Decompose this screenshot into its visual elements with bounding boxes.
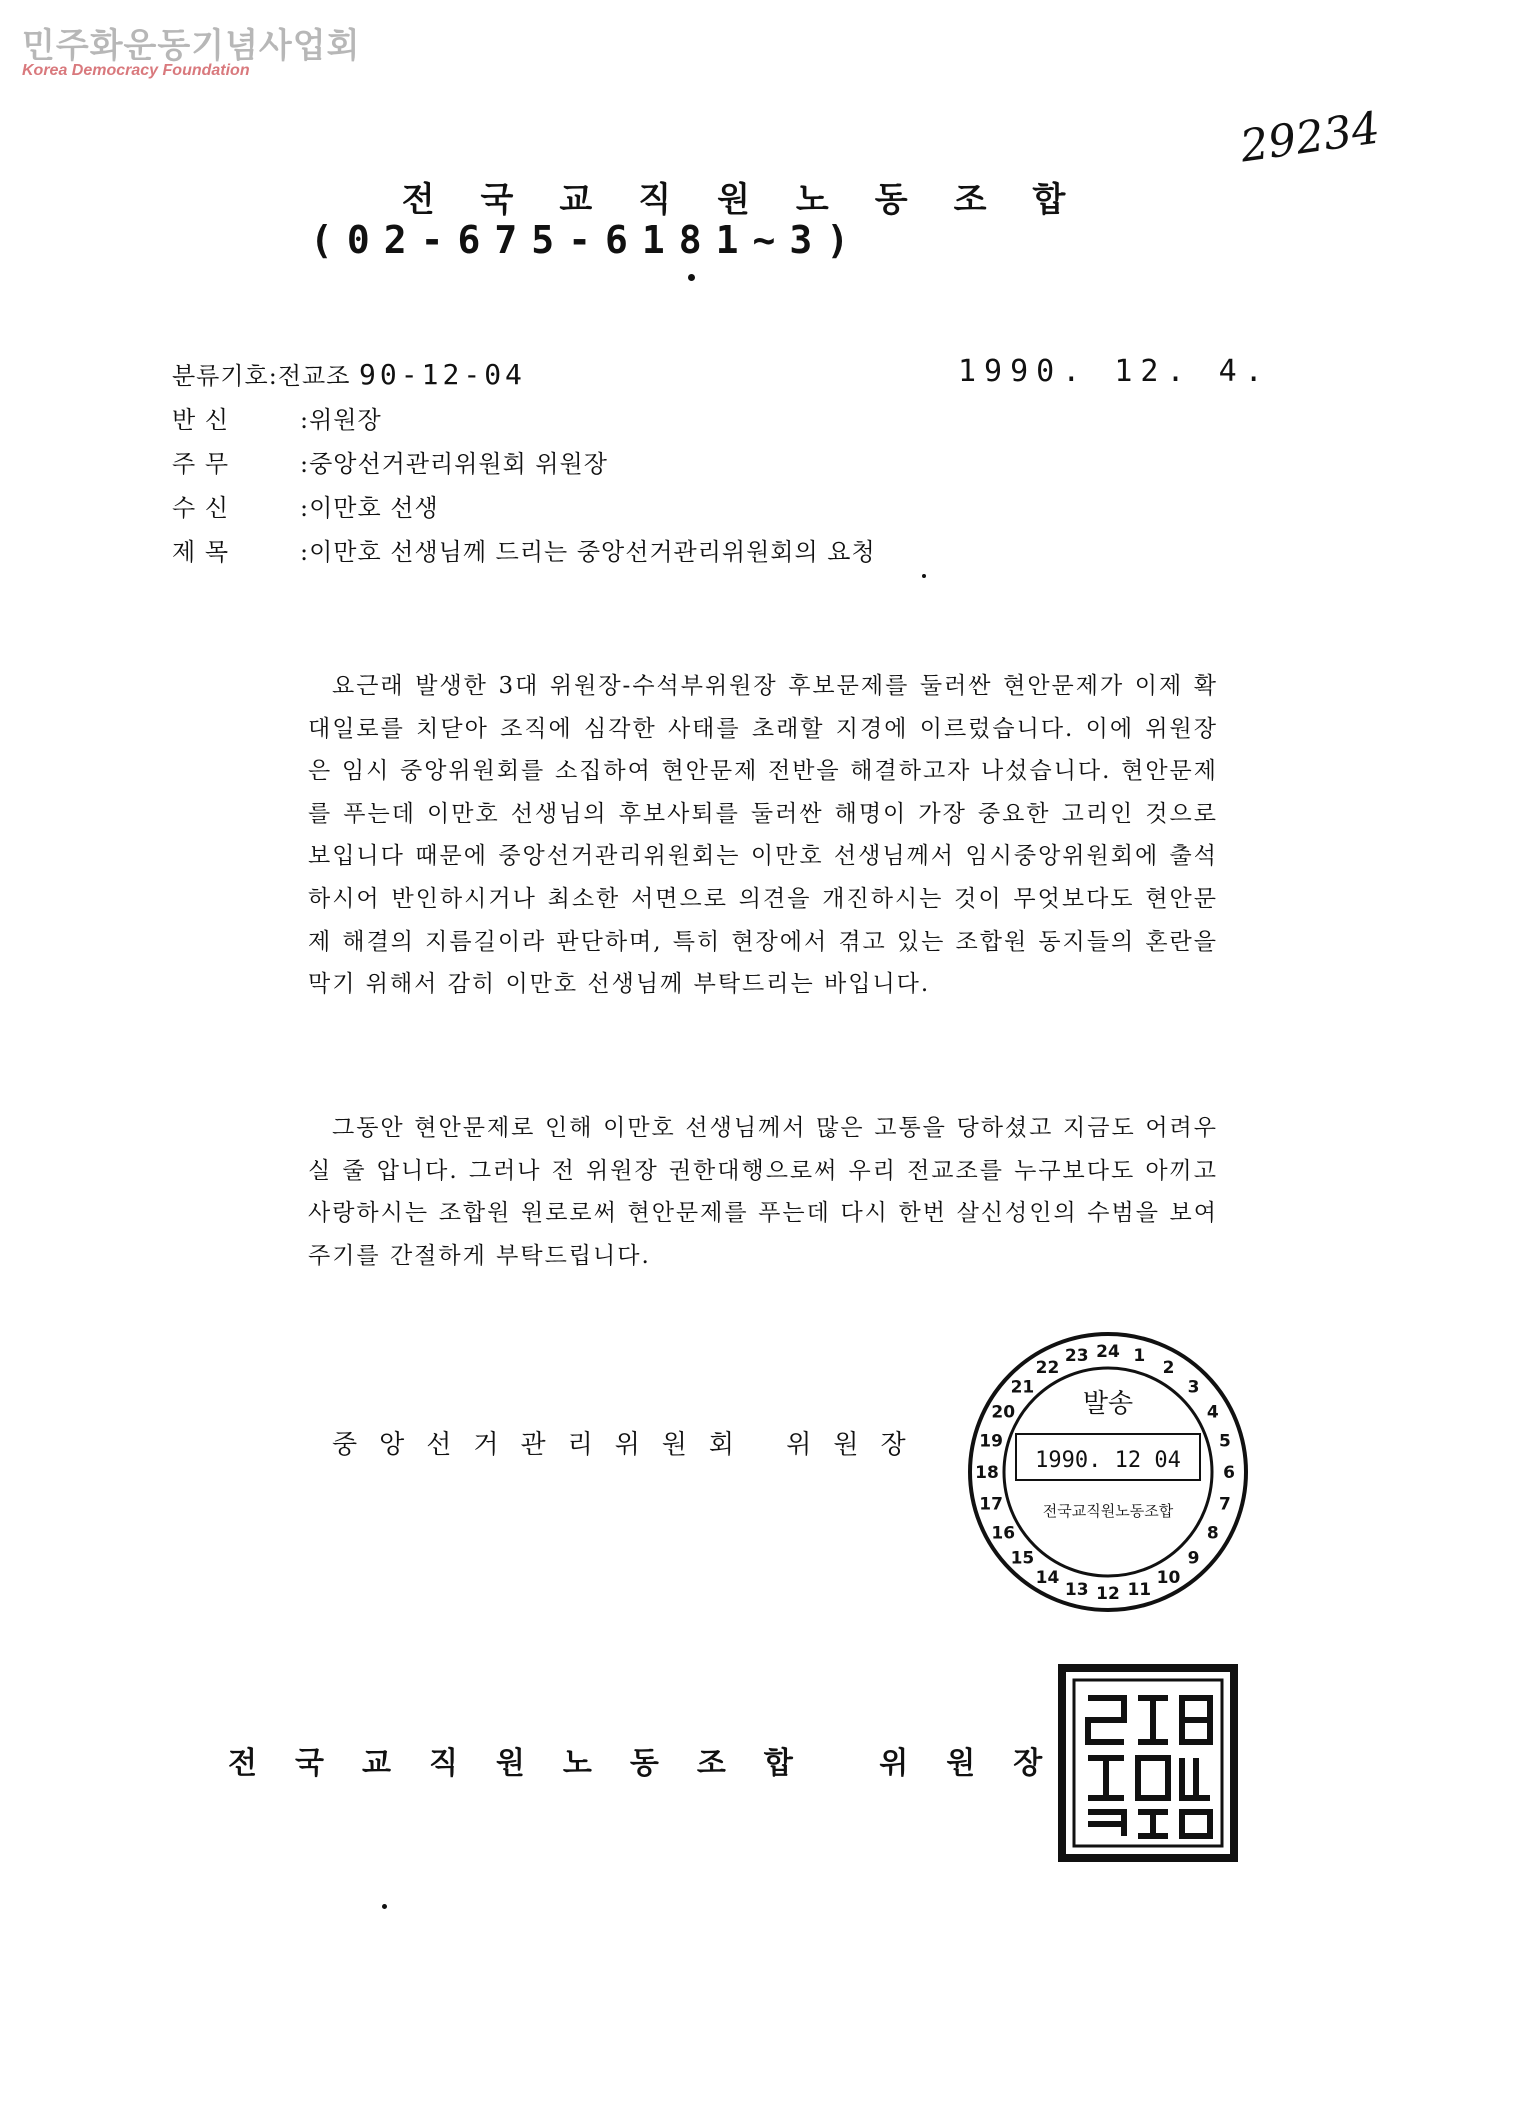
- header-field-label: 제 목: [172, 538, 229, 566]
- stamp-dial-number: 16: [991, 1523, 1016, 1544]
- sender-signature: 전국교직원노동조합 위원장: [228, 1746, 1081, 1781]
- header-field-subject: 제 목 :이만호 선생님께 드리는 중앙선거관리위원회의 요청: [172, 532, 876, 567]
- doc-number-prefix: 전교조: [277, 362, 351, 390]
- stamp-dial-number: 9: [1187, 1548, 1200, 1569]
- closing-signature: 중앙선거관리위원회 위원장: [332, 1430, 928, 1460]
- dispatch-stamp: [966, 1330, 1250, 1614]
- watermark-org-english: Korea Democracy Foundation: [22, 62, 250, 79]
- official-seal: [1058, 1664, 1238, 1862]
- doc-number-sep: :: [268, 362, 278, 390]
- stamp-org: 전국교직원노동조합: [1042, 1502, 1174, 1520]
- header-field-label: 수 신: [172, 494, 229, 522]
- stamp-dial-number: 15: [1010, 1548, 1035, 1569]
- stamp-dial-number: 5: [1218, 1431, 1231, 1452]
- stamp-dial-number: 2: [1162, 1358, 1175, 1379]
- doc-number: 90-12-04: [359, 358, 526, 391]
- header-field-value: 이만호 선생: [309, 494, 439, 522]
- stamp-dial-number: 6: [1223, 1463, 1235, 1483]
- stamp-dial-number: 7: [1218, 1494, 1231, 1515]
- scan-speck: [922, 574, 926, 578]
- header-field-label: 주 무: [172, 450, 229, 478]
- watermark-org-korean: 민주화운동기념사업회: [22, 26, 361, 66]
- stamp-dial-number: 10: [1156, 1567, 1181, 1588]
- doc-number-row: [172, 356, 526, 391]
- document-date: 1990. 12. 4.: [958, 354, 1271, 389]
- body-paragraph: 요근래 발생한 3대 위원장-수석부위원장 후보문제를 둘러싼 현안문제가 이제 확대일로를 치닫아 조직에 심각한 사태를 초래할 지경에 이르렀습니다. 이에 위원장은 임시 중앙위원회를 소집하여 현안문제 전반을 해결하고자 나섰습니다. 현안문제를 푸는데 이만호 선생님의 후보사퇴를 둘러싼 해명이 가장 중요한 고리인 것으로 보입니다 때문에 중앙선거관리위원회는 이만호 선생님께서 임시중앙위원회에 출석하시어 반인하시거나 최소한 서면으로 의견을 개진하시는 것이 무엇보다도 현안문제 해결의 지름길이라 판단하며, 특히 현장에서 겪고 있는 조합원 동지들의 혼란을 막기 위해서 감히 이만호 선생님께 부탁드리는 바입니다.: [308, 673, 1218, 998]
- stamp-dial-number: 22: [1035, 1358, 1060, 1379]
- stamp-dial-number: 13: [1064, 1579, 1089, 1600]
- header-field-value: 위원장: [309, 406, 382, 434]
- stamp-dial-number: 19: [979, 1431, 1003, 1452]
- stamp-dial-number: 18: [975, 1463, 999, 1483]
- header-field-value: 이만호 선생님께 드리는 중앙선거관리위원회의 요청: [309, 538, 876, 566]
- archive-number: 29234: [1237, 102, 1383, 173]
- stamp-dial-number: 1: [1133, 1346, 1146, 1367]
- stamp-dial-number: 8: [1206, 1523, 1219, 1544]
- letterhead-org-name: 전국교직원노동조합: [401, 180, 1112, 220]
- body-paragraph: 그동안 현안문제로 인해 이만호 선생님께서 많은 고통을 당하셨고 지금도 어려우실 줄 압니다. 그러나 전 위원장 권한대행으로써 우리 전교조를 누구보다도 아끼고 사랑하시는 조합원 원로로써 현안문제를 푸는데 다시 한번 살신성인의 수범을 보여주기를 간절하게 부탁드립니다.: [308, 1115, 1218, 1269]
- header-field-in-charge: 주 무 :중앙선거관리위원회 위원장: [172, 444, 608, 479]
- doc-number-label: 분류기호: [172, 362, 269, 390]
- header-field-value: 중앙선거관리위원회 위원장: [309, 450, 608, 478]
- stamp-top-label: 발송: [1082, 1389, 1134, 1419]
- stamp-dial-number: 24: [1096, 1342, 1120, 1362]
- stamp-dial-number: 12: [1096, 1584, 1120, 1604]
- stamp-dial-number: 17: [979, 1494, 1003, 1515]
- scan-speck: [688, 274, 695, 281]
- header-field-recipient: 수 신 :이만호 선생: [172, 488, 439, 523]
- stamp-dial-number: 4: [1206, 1402, 1219, 1423]
- stamp-dial-number: 14: [1035, 1567, 1060, 1588]
- stamp-dial-number: 20: [991, 1402, 1016, 1423]
- stamp-dial-number: 21: [1010, 1377, 1035, 1398]
- stamp-dial-number: 3: [1187, 1377, 1200, 1398]
- stamp-dial-number: 11: [1127, 1579, 1152, 1600]
- scan-speck: [382, 1904, 387, 1909]
- stamp-date: 1990. 12 04: [1035, 1448, 1181, 1473]
- letterhead-phone: (02-675-6181~3): [310, 218, 864, 262]
- header-field-return: 반 신 :위원장: [172, 400, 382, 435]
- header-field-label: 반 신: [172, 406, 229, 434]
- stamp-dial-number: 23: [1064, 1346, 1089, 1367]
